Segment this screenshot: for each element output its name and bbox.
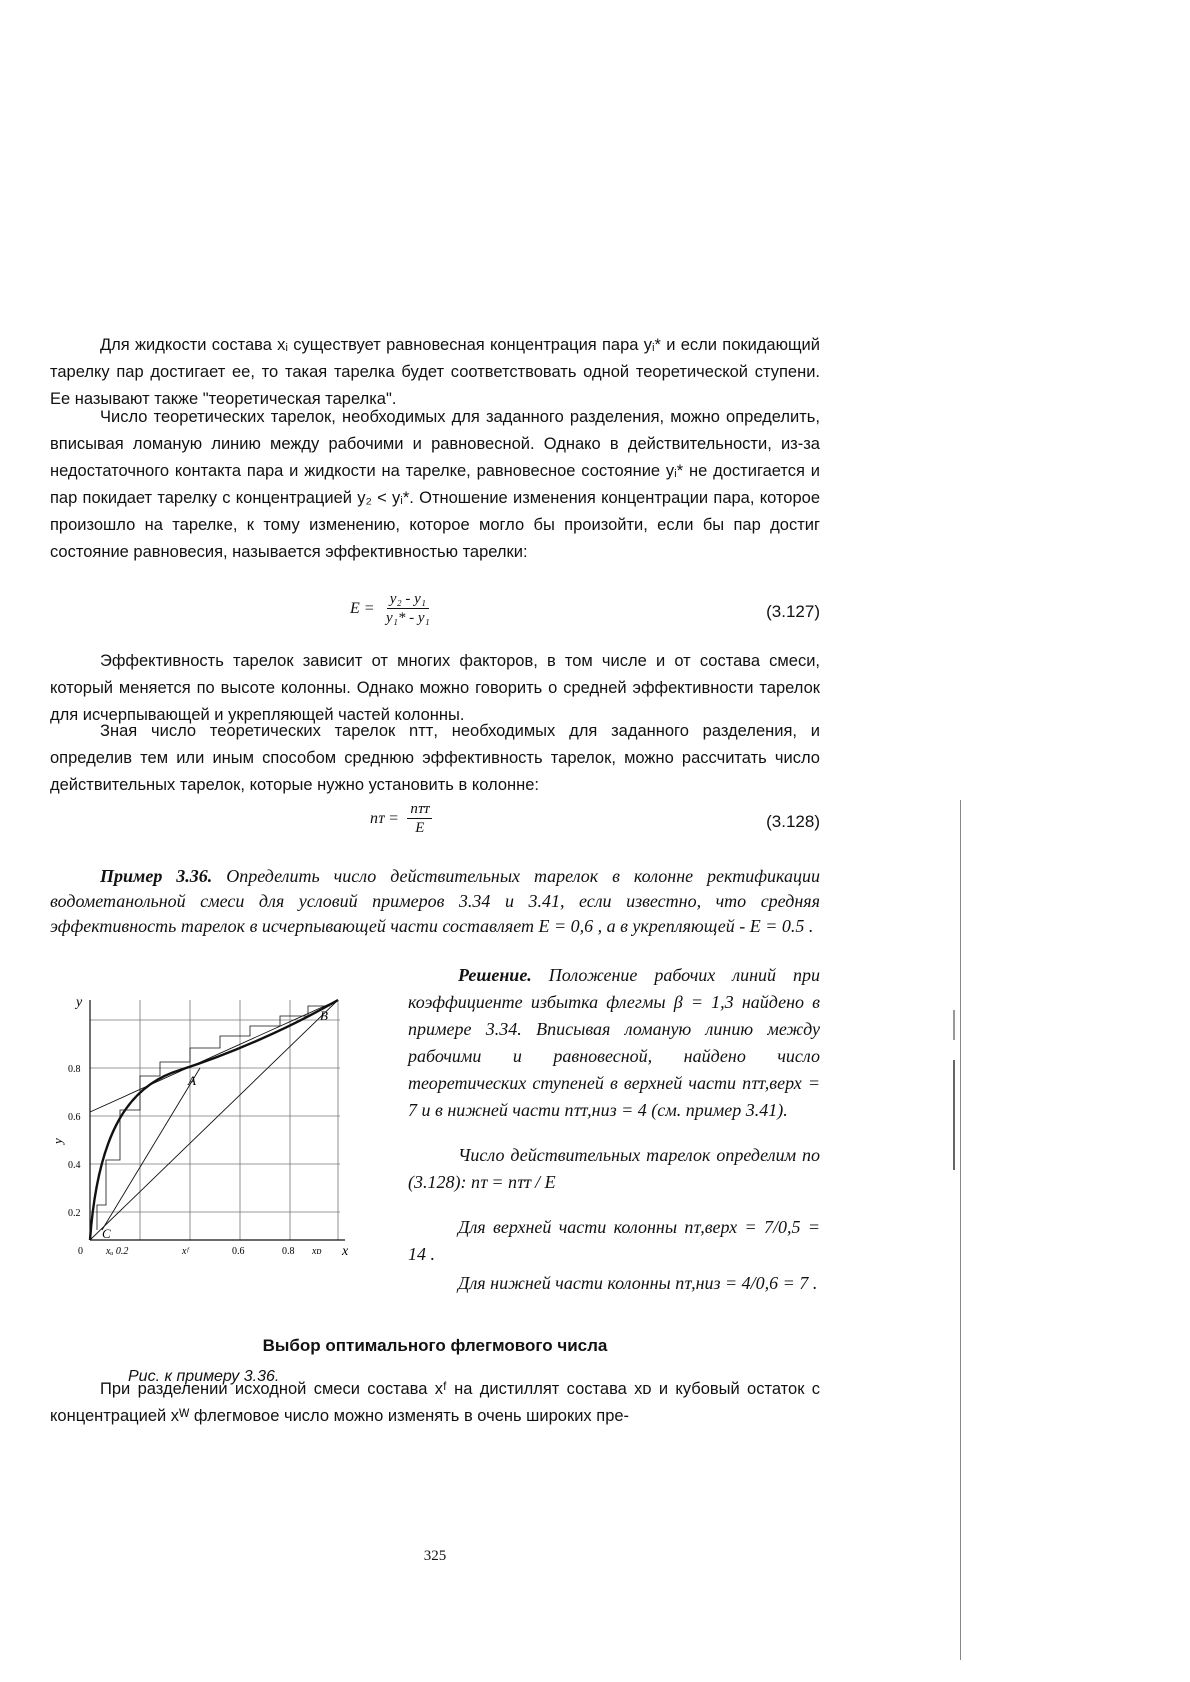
page-number: 325 xyxy=(423,1548,447,1564)
axis-y-side-label: y xyxy=(50,1138,65,1144)
y-tick-0.6: 0.6 xyxy=(68,1112,81,1123)
example-text: Определить число действительных тарелок в колонне ректификации водометанольной смеси для условий примеров 3.34 и 3.41, если известно, что средняя эффективность тарелок в исчерпывающей части составляет E = 0,6 , а в укрепляющей - E = 0.5 . xyxy=(50,866,820,936)
y-tick-0.8: 0.8 xyxy=(68,1064,81,1075)
figure-caption: Рис. к примеру 3.36. xyxy=(128,1368,280,1385)
paragraph-2: Число теоретических тарелок, необходимых для заданного разделения, можно определить, вписывая ломаную линию между рабочими и равновесной. Однако в действительности, из-за недостаточного контакта пара и жидкости на тарелке, равновесное состояние yᵢ* не достигается и пар покидает тарелку с концентрацией y₂ < yᵢ*. Отношение изменения концентрации пара, которое произошло на тарелке, к тому изменению, которое могло бы произойти, если бы пар достиг состояние равновесия, называется эффективностью тарелки: xyxy=(50,408,820,561)
axis-y-label: y xyxy=(76,995,83,1010)
x-mark-xw: xᵤ 0.2 xyxy=(106,1246,129,1257)
point-B-label: B xyxy=(320,1008,328,1023)
solution-paragraph xyxy=(408,962,820,1124)
equation-3-127 xyxy=(50,590,820,650)
example-3-36 xyxy=(50,864,820,939)
eq128-fraction xyxy=(407,800,432,837)
x-mark-xf: xᶠ xyxy=(182,1246,189,1257)
mccabe-thiele-figure xyxy=(50,990,360,1270)
eq127-numerator: y₂ - y₁ xyxy=(387,590,429,609)
y-tick-0.2: 0.2 xyxy=(68,1208,81,1219)
x-mark-xd: xᴅ xyxy=(312,1246,322,1257)
lower-operating-line xyxy=(102,1068,200,1230)
solution-paragraph-2: Число действительных тарелок определим по (3.128): nᴛ = nᴛᴛ / E xyxy=(408,1145,820,1192)
scan-edge-line xyxy=(960,800,961,1660)
y-tick-0.4: 0.4 xyxy=(68,1160,81,1171)
x-tick-0.6: 0.6 xyxy=(232,1246,245,1257)
point-C-label: C xyxy=(102,1226,111,1241)
scan-mark-2 xyxy=(953,1060,955,1170)
eq128-number: (3.128) xyxy=(766,812,820,831)
eq127-denominator: y₁* - y₁ xyxy=(386,610,430,626)
eq128-denominator: E xyxy=(415,820,425,836)
stage-steps xyxy=(97,1006,330,1230)
paragraph-3: Эффективность тарелок зависит от многих факторов, в том числе и от состава смеси, который меняется по высоте колонны. Однако можно говорить о средней эффективности тарелок для исчерпывающей и укрепляющей частей колонны. xyxy=(50,652,820,724)
eq128-numerator: nᴛᴛ xyxy=(407,800,432,819)
equation-3-128 xyxy=(50,800,820,860)
paragraph-5: При разделении исходной смеси состава xᶠ на дистиллят состава xᴅ и кубовый остаток с концентрацией xᵂ флегмовое число можно изменять в очень широких пре- xyxy=(50,1380,820,1425)
eq127-fraction xyxy=(383,590,433,627)
eq127-number: (3.127) xyxy=(766,602,820,621)
scan-mark-1 xyxy=(953,1010,955,1040)
point-A-label: A xyxy=(188,1073,196,1088)
solution-paragraph-3: Для верхней части колонны nᴛ,верх = 7/0,5 = 14 . xyxy=(408,1217,820,1264)
example-label: Пример 3.36. xyxy=(100,866,213,886)
x-tick-0.8: 0.8 xyxy=(282,1246,295,1257)
x-tick-0: 0 xyxy=(78,1246,83,1257)
axis-x-label: x xyxy=(342,1244,349,1259)
solution-paragraph-4: Для нижней части колонны nᴛ,низ = 4/0,6 = 7 . xyxy=(458,1273,818,1293)
eq128-lhs: nᴛ = xyxy=(370,809,399,827)
solution-label: Решение. xyxy=(458,965,532,985)
solution-text-1: Положение рабочих линий при коэффициенте избытка флегмы β = 1,3 найдено в примере 3.34. Вписывая ломаную линию между рабочими и равновесной, найдено число теоретических ступеней в верхней части nᴛᴛ,верх = 7 и в нижней части nᴛᴛ,низ = 4 (см. пример 3.41). xyxy=(408,965,820,1120)
upper-operating-line xyxy=(90,1000,338,1112)
eq127-lhs: E = xyxy=(350,599,375,617)
paragraph-4: Зная число теоретических тарелок nᴛᴛ, необходимых для заданного разделения, и определив тем или иным способом среднюю эффективность тарелок, можно рассчитать число действительных тарелок, которые нужно установить в колонне: xyxy=(50,722,820,794)
section-heading: Выбор оптимального флегмового числа xyxy=(262,1336,608,1355)
paragraph-1: Для жидкости состава xᵢ существует равновесная концентрация пара yᵢ* и если покидающий тарелку пар достигает ее, то такая тарелка будет соответствовать одной теоретической ступени. Ее называют также "теоретическая тарелка". xyxy=(50,336,820,408)
diagonal-line xyxy=(90,1000,338,1240)
